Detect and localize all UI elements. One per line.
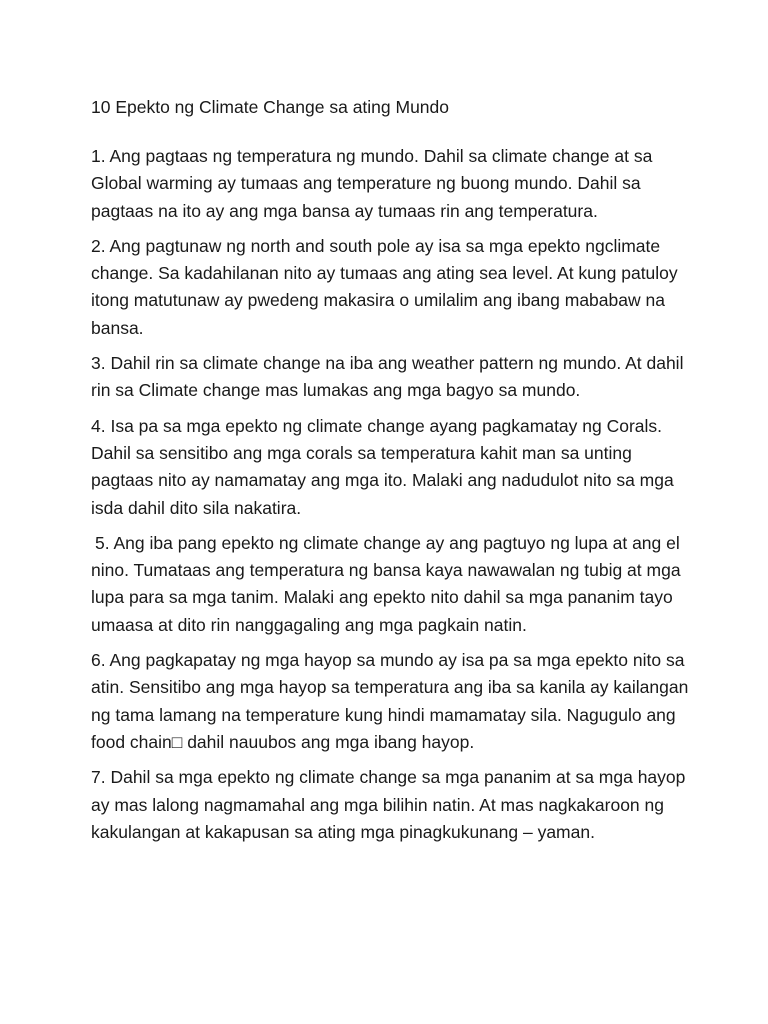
paragraph-5: 5. Ang iba pang epekto ng climate change ay ang pagtuyo ng lupa at ang el nino. Tumataas ang temperatura ng bansa kaya nawawalan ng tubig at mga lupa para sa mga tanim. Malaki ang epekto nito dahil sa mga pananim tayo umaasa at dito rin nanggagaling ang mga pagkain natin. (91, 532, 681, 635)
document-title: 10 Epekto ng Climate Change sa ating Mundo (91, 97, 450, 117)
paragraph-6: 6. Ang pagkapatay ng mga hayop sa mundo ay isa pa sa mga epekto nito sa atin. Sensitibo ang mga hayop sa temperatura ang iba sa kanila ay kailangan ng tama lamang na temperature kung hindi mamamatay sila. Nagugulo ang food chain□ dahil nauubos ang mga ibang hayop. (91, 650, 689, 752)
paragraph-4: 4. Isa pa sa mga epekto ng climate change ayang pagkamatay ng Corals. Dahil sa sensitibo ang mga corals sa temperatura kahit man sa unting pagtaas nito ay namamatay ang mga ito. Malaki ang nadudulot nito sa mga isda dahil dito sila nakatira. (91, 415, 674, 518)
document-page (91, 94, 691, 854)
paragraph-7: 7. Dahil sa mga epekto ng climate change sa mga pananim at sa mga hayop ay mas lalong nagmamahal ang mga bilihin natin. At mas nagkakaroon ng kakulangan at kakapusan sa ating mga pinagkukunang – yaman. (91, 767, 686, 842)
paragraph-1: 1. Ang pagtaas ng temperatura ng mundo. Dahil sa climate change at sa Global warming ay tumaas ang temperature ng buong mundo. Dahil sa pagtaas na ito ay ang mga bansa ay tumaas rin ang temperatura. (91, 146, 653, 221)
paragraph-3: 3. Dahil rin sa climate change na iba ang weather pattern ng mundo. At dahil rin sa Climate change mas lumakas ang mga bagyo sa mundo. (91, 353, 684, 401)
paragraph-2: 2. Ang pagtunaw ng north and south pole ay isa sa mga epekto ngclimate change. Sa kadahilanan nito ay tumaas ang ating sea level. At kung patuloy itong matutunaw ay pwedeng makasira o umilalim ang ibang mababaw na bansa. (91, 235, 678, 338)
